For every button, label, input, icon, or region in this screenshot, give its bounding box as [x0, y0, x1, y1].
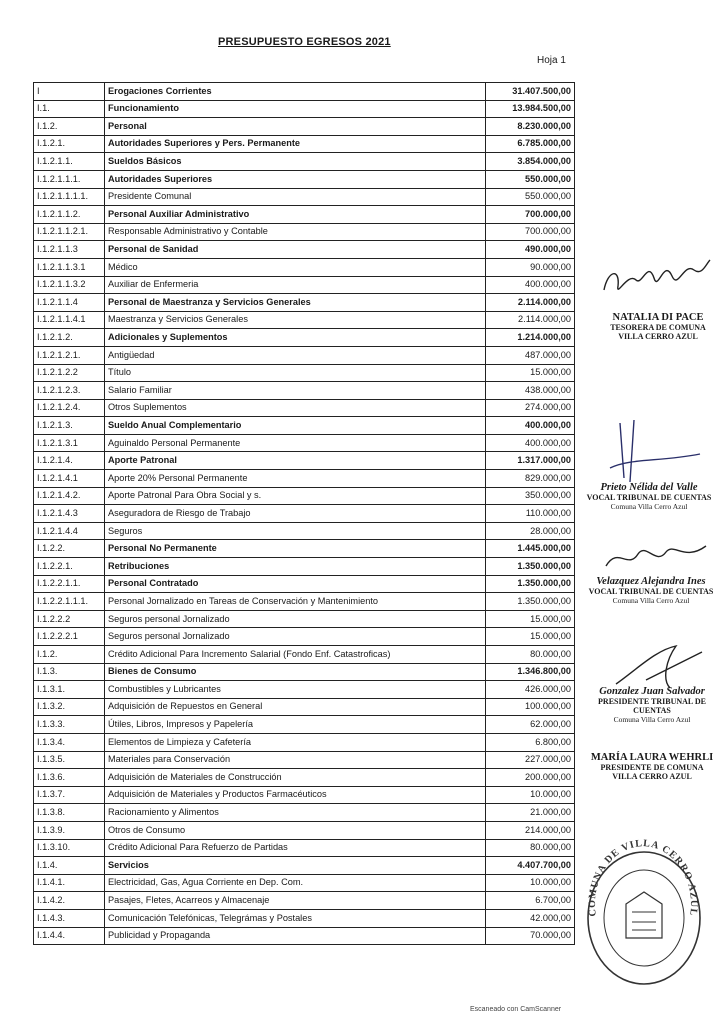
account-amount: 110.000,00: [486, 505, 575, 523]
table-row: [34, 786, 575, 804]
account-description: Maestranza y Servicios Generales: [105, 311, 486, 329]
account-code: I.1.4.1.: [34, 874, 105, 892]
account-description: Seguros: [105, 522, 486, 540]
table-row: [34, 892, 575, 910]
table-row: [34, 927, 575, 945]
account-amount: 10.000,00: [486, 874, 575, 892]
account-amount: 90.000,00: [486, 258, 575, 276]
account-amount: 6.785.000,00: [486, 135, 575, 153]
account-amount: 62.000,00: [486, 716, 575, 734]
signatory-name: Gonzalez Juan Salvador: [599, 686, 705, 697]
account-amount: 200.000,00: [486, 769, 575, 787]
signature-scribble-1: [598, 250, 716, 310]
account-code: I.1.2.2.1.: [34, 558, 105, 576]
table-row: [34, 223, 575, 241]
account-code: I.1.: [34, 100, 105, 118]
account-description: Adquisición de Repuestos en General: [105, 698, 486, 716]
account-code: I.1.2.1.2.2: [34, 364, 105, 382]
account-description: Aseguradora de Riesgo de Trabajo: [105, 505, 486, 523]
account-description: Adquisición de Materiales y Productos Farmacéuticos: [105, 786, 486, 804]
account-amount: 400.000,00: [486, 417, 575, 435]
account-description: Presidente Comunal: [105, 188, 486, 206]
account-code: I.1.2.1.3.1: [34, 434, 105, 452]
table-row: [34, 399, 575, 417]
account-description: Sueldos Básicos: [105, 153, 486, 171]
table-row: [34, 751, 575, 769]
account-code: I.1.2.1.1.4: [34, 294, 105, 312]
account-code: I.1.3.6.: [34, 769, 105, 787]
account-code: I.1.2.1.2.1.: [34, 346, 105, 364]
account-code: I.1.2.1.1.: [34, 153, 105, 171]
account-code: I.1.2.2.1.1.1.: [34, 593, 105, 611]
account-code: I.1.2.1.4.4: [34, 522, 105, 540]
table-row: [34, 821, 575, 839]
account-description: Pasajes, Fletes, Acarreos y Almacenaje: [105, 892, 486, 910]
account-code: I.1.3.1.: [34, 681, 105, 699]
account-description: Otros de Consumo: [105, 821, 486, 839]
signature-block-5: [582, 752, 722, 781]
table-row: [34, 153, 575, 171]
account-code: I.1.3.: [34, 663, 105, 681]
account-code: I.1.2.1.4.1: [34, 470, 105, 488]
table-row: [34, 311, 575, 329]
signatory-name: MARÍA LAURA WEHRLI: [590, 752, 714, 763]
account-description: Comunicación Telefónicas, Telegrámas y Postales: [105, 909, 486, 927]
signatory-role: VOCAL TRIBUNAL DE CUENTAS: [588, 587, 714, 596]
account-code: I.1.2.2.1.1.: [34, 575, 105, 593]
account-amount: 426.000,00: [486, 681, 575, 699]
table-row: [34, 276, 575, 294]
account-amount: 80.000,00: [486, 839, 575, 857]
account-description: Responsable Administrativo y Contable: [105, 223, 486, 241]
account-amount: 15.000,00: [486, 628, 575, 646]
account-code: I.1.2.1.1.3: [34, 241, 105, 259]
table-row: [34, 100, 575, 118]
account-description: Personal Contratado: [105, 575, 486, 593]
table-row: [34, 417, 575, 435]
table-row: [34, 505, 575, 523]
account-amount: 400.000,00: [486, 276, 575, 294]
account-code: I.1.2.: [34, 646, 105, 664]
account-code: I.1.4.: [34, 857, 105, 875]
table-row: [34, 716, 575, 734]
account-amount: 6.700,00: [486, 892, 575, 910]
account-code: I.1.3.5.: [34, 751, 105, 769]
account-amount: 21.000,00: [486, 804, 575, 822]
account-code: I.1.2.1.2.: [34, 329, 105, 347]
account-description: Crédito Adicional Para Refuerzo de Partidas: [105, 839, 486, 857]
account-amount: 829.000,00: [486, 470, 575, 488]
account-code: I.1.2.1.4.3: [34, 505, 105, 523]
account-amount: 1.346.800,00: [486, 663, 575, 681]
table-row: [34, 646, 575, 664]
account-amount: 1.317.000,00: [486, 452, 575, 470]
signature-scribble-4: [606, 640, 716, 692]
account-code: I.1.3.7.: [34, 786, 105, 804]
account-amount: 13.984.500,00: [486, 100, 575, 118]
table-row: [34, 294, 575, 312]
account-amount: 15.000,00: [486, 364, 575, 382]
signature-scribble-3: [602, 536, 712, 580]
budget-table: [33, 82, 575, 945]
account-amount: 487.000,00: [486, 346, 575, 364]
account-amount: 1.350.000,00: [486, 593, 575, 611]
account-amount: 550.000,00: [486, 170, 575, 188]
account-amount: 2.114.000,00: [486, 311, 575, 329]
account-amount: 70.000,00: [486, 927, 575, 945]
account-code: I.1.2.1.1.3.1: [34, 258, 105, 276]
svg-text:COMUNA DE VILLA CERRO AZUL: COMUNA DE VILLA CERRO AZUL: [586, 838, 700, 918]
account-description: Adquisición de Materiales de Construcción: [105, 769, 486, 787]
table-row: [34, 663, 575, 681]
account-description: Electricidad, Gas, Agua Corriente en Dep. Com.: [105, 874, 486, 892]
table-row: [34, 909, 575, 927]
account-code: I: [34, 83, 105, 101]
account-description: Salario Familiar: [105, 382, 486, 400]
table-row: [34, 206, 575, 224]
table-row: [34, 83, 575, 101]
signatory-place: Comuna Villa Cerro Azul: [613, 715, 691, 724]
account-code: I.1.2.1.1.2.: [34, 206, 105, 224]
account-description: Aporte 20% Personal Permanente: [105, 470, 486, 488]
table-row: [34, 434, 575, 452]
account-description: Título: [105, 364, 486, 382]
account-description: Adicionales y Suplementos: [105, 329, 486, 347]
account-amount: 15.000,00: [486, 610, 575, 628]
account-description: Seguros personal Jornalizado: [105, 610, 486, 628]
table-row: [34, 733, 575, 751]
account-code: I.1.2.1.2.4.: [34, 399, 105, 417]
signature-block-2: [580, 482, 718, 511]
account-description: Otros Suplementos: [105, 399, 486, 417]
table-row: [34, 118, 575, 136]
table-row: [34, 628, 575, 646]
account-description: Publicidad y Propaganda: [105, 927, 486, 945]
account-description: Erogaciones Corrientes: [105, 83, 486, 101]
account-description: Seguros personal Jornalizado: [105, 628, 486, 646]
account-code: I.1.3.9.: [34, 821, 105, 839]
account-amount: 1.350.000,00: [486, 575, 575, 593]
account-description: Personal de Maestranza y Servicios Generales: [105, 294, 486, 312]
account-amount: 4.407.700,00: [486, 857, 575, 875]
account-code: I.1.2.1.: [34, 135, 105, 153]
account-code: I.1.2.1.1.1.1.: [34, 188, 105, 206]
table-row: [34, 593, 575, 611]
table-row: [34, 681, 575, 699]
account-amount: 3.854.000,00: [486, 153, 575, 171]
account-code: I.1.2.1.3.: [34, 417, 105, 435]
account-description: Aguinaldo Personal Permanente: [105, 434, 486, 452]
account-description: Aporte Patronal Para Obra Social y s.: [105, 487, 486, 505]
account-description: Sueldo Anual Complementario: [105, 417, 486, 435]
account-amount: 400.000,00: [486, 434, 575, 452]
table-row: [34, 839, 575, 857]
account-amount: 214.000,00: [486, 821, 575, 839]
signatory-role: TESORERA DE COMUNA: [610, 323, 706, 332]
signature-scribble-2: [600, 418, 710, 488]
account-amount: 1.214.000,00: [486, 329, 575, 347]
signatory-name: Prieto Nélida del Valle: [600, 482, 698, 493]
account-description: Personal de Sanidad: [105, 241, 486, 259]
account-description: Combustibles y Lubricantes: [105, 681, 486, 699]
account-code: I.1.3.10.: [34, 839, 105, 857]
table-row: [34, 241, 575, 259]
account-amount: 350.000,00: [486, 487, 575, 505]
account-amount: 700.000,00: [486, 223, 575, 241]
account-code: I.1.2.1.1.3.2: [34, 276, 105, 294]
signatory-role: PRESIDENTE DE COMUNA: [600, 763, 704, 772]
account-description: Personal Auxiliar Administrativo: [105, 206, 486, 224]
account-code: I.1.2.1.2.3.: [34, 382, 105, 400]
table-row: [34, 470, 575, 488]
account-amount: 10.000,00: [486, 786, 575, 804]
table-row: [34, 804, 575, 822]
account-code: I.1.2.2.2.1: [34, 628, 105, 646]
table-row: [34, 874, 575, 892]
table-row: [34, 558, 575, 576]
account-description: Elementos de Limpieza y Cafetería: [105, 733, 486, 751]
table-row: [34, 610, 575, 628]
account-description: Médico: [105, 258, 486, 276]
budget-table-body: [34, 83, 575, 945]
table-row: [34, 258, 575, 276]
account-code: I.1.2.: [34, 118, 105, 136]
account-amount: 80.000,00: [486, 646, 575, 664]
account-description: Servicios: [105, 857, 486, 875]
table-row: [34, 364, 575, 382]
table-row: [34, 769, 575, 787]
account-amount: 490.000,00: [486, 241, 575, 259]
account-description: Auxiliar de Enfermeria: [105, 276, 486, 294]
account-description: Materiales para Conservación: [105, 751, 486, 769]
account-code: I.1.3.8.: [34, 804, 105, 822]
account-amount: 550.000,00: [486, 188, 575, 206]
table-row: [34, 346, 575, 364]
table-row: [34, 452, 575, 470]
account-code: I.1.2.1.4.2.: [34, 487, 105, 505]
signatory-place: Comuna Villa Cerro Azul: [612, 596, 690, 605]
account-amount: 31.407.500,00: [486, 83, 575, 101]
account-amount: 1.350.000,00: [486, 558, 575, 576]
scanner-footer: Escaneado con CamScanner: [470, 1006, 562, 1013]
account-description: Autoridades Superiores: [105, 170, 486, 188]
account-code: I.1.2.1.1.4.1: [34, 311, 105, 329]
table-row: [34, 522, 575, 540]
account-code: I.1.2.1.4.: [34, 452, 105, 470]
account-description: Racionamiento y Alimentos: [105, 804, 486, 822]
account-code: I.1.2.1.1.2.1.: [34, 223, 105, 241]
account-amount: 2.114.000,00: [486, 294, 575, 312]
document-title: PRESUPUESTO EGRESOS 2021: [218, 36, 391, 48]
account-code: I.1.2.2.2: [34, 610, 105, 628]
sheet-number: Hoja 1: [537, 55, 566, 66]
signatory-role: PRESIDENTE TRIBUNAL DE CUENTAS: [598, 697, 706, 715]
municipal-seal-icon: [582, 838, 702, 988]
signatory-name: Velazquez Alejandra Ines: [596, 576, 706, 587]
account-description: Útiles, Libros, Impresos y Papelería: [105, 716, 486, 734]
account-description: Retribuciones: [105, 558, 486, 576]
account-amount: 100.000,00: [486, 698, 575, 716]
table-row: [34, 170, 575, 188]
signature-block-1: [594, 312, 722, 341]
signature-block-3: [582, 576, 720, 605]
account-code: I.1.4.4.: [34, 927, 105, 945]
signatory-role: VOCAL TRIBUNAL DE CUENTAS: [586, 493, 712, 502]
signatory-place: VILLA CERRO AZUL: [618, 332, 698, 341]
table-row: [34, 698, 575, 716]
account-description: Personal No Permanente: [105, 540, 486, 558]
table-row: [34, 575, 575, 593]
account-code: I.1.3.3.: [34, 716, 105, 734]
signatory-name: NATALIA DI PACE: [612, 312, 704, 323]
table-row: [34, 540, 575, 558]
account-description: Funcionamiento: [105, 100, 486, 118]
account-code: I.1.4.2.: [34, 892, 105, 910]
account-amount: 28.000,00: [486, 522, 575, 540]
account-description: Personal: [105, 118, 486, 136]
account-amount: 8.230.000,00: [486, 118, 575, 136]
account-amount: 6.800,00: [486, 733, 575, 751]
account-code: I.1.4.3.: [34, 909, 105, 927]
signature-block-4: [582, 686, 722, 724]
account-description: Personal Jornalizado en Tareas de Conservación y Mantenimiento: [105, 593, 486, 611]
table-row: [34, 135, 575, 153]
account-description: Antigüedad: [105, 346, 486, 364]
signatory-place: Comuna Villa Cerro Azul: [610, 502, 688, 511]
account-amount: 227.000,00: [486, 751, 575, 769]
account-amount: 700.000,00: [486, 206, 575, 224]
account-description: Crédito Adicional Para Incremento Salarial (Fondo Enf. Catastroficas): [105, 646, 486, 664]
account-description: Aporte Patronal: [105, 452, 486, 470]
table-row: [34, 857, 575, 875]
table-row: [34, 188, 575, 206]
table-row: [34, 487, 575, 505]
table-row: [34, 382, 575, 400]
account-description: Bienes de Consumo: [105, 663, 486, 681]
account-amount: 274.000,00: [486, 399, 575, 417]
account-amount: 1.445.000,00: [486, 540, 575, 558]
account-code: I.1.3.2.: [34, 698, 105, 716]
account-code: I.1.3.4.: [34, 733, 105, 751]
account-amount: 42.000,00: [486, 909, 575, 927]
account-code: I.1.2.2.: [34, 540, 105, 558]
account-description: Autoridades Superiores y Pers. Permanente: [105, 135, 486, 153]
account-amount: 438.000,00: [486, 382, 575, 400]
signatory-place: VILLA CERRO AZUL: [612, 772, 692, 781]
table-row: [34, 329, 575, 347]
account-code: I.1.2.1.1.1.: [34, 170, 105, 188]
